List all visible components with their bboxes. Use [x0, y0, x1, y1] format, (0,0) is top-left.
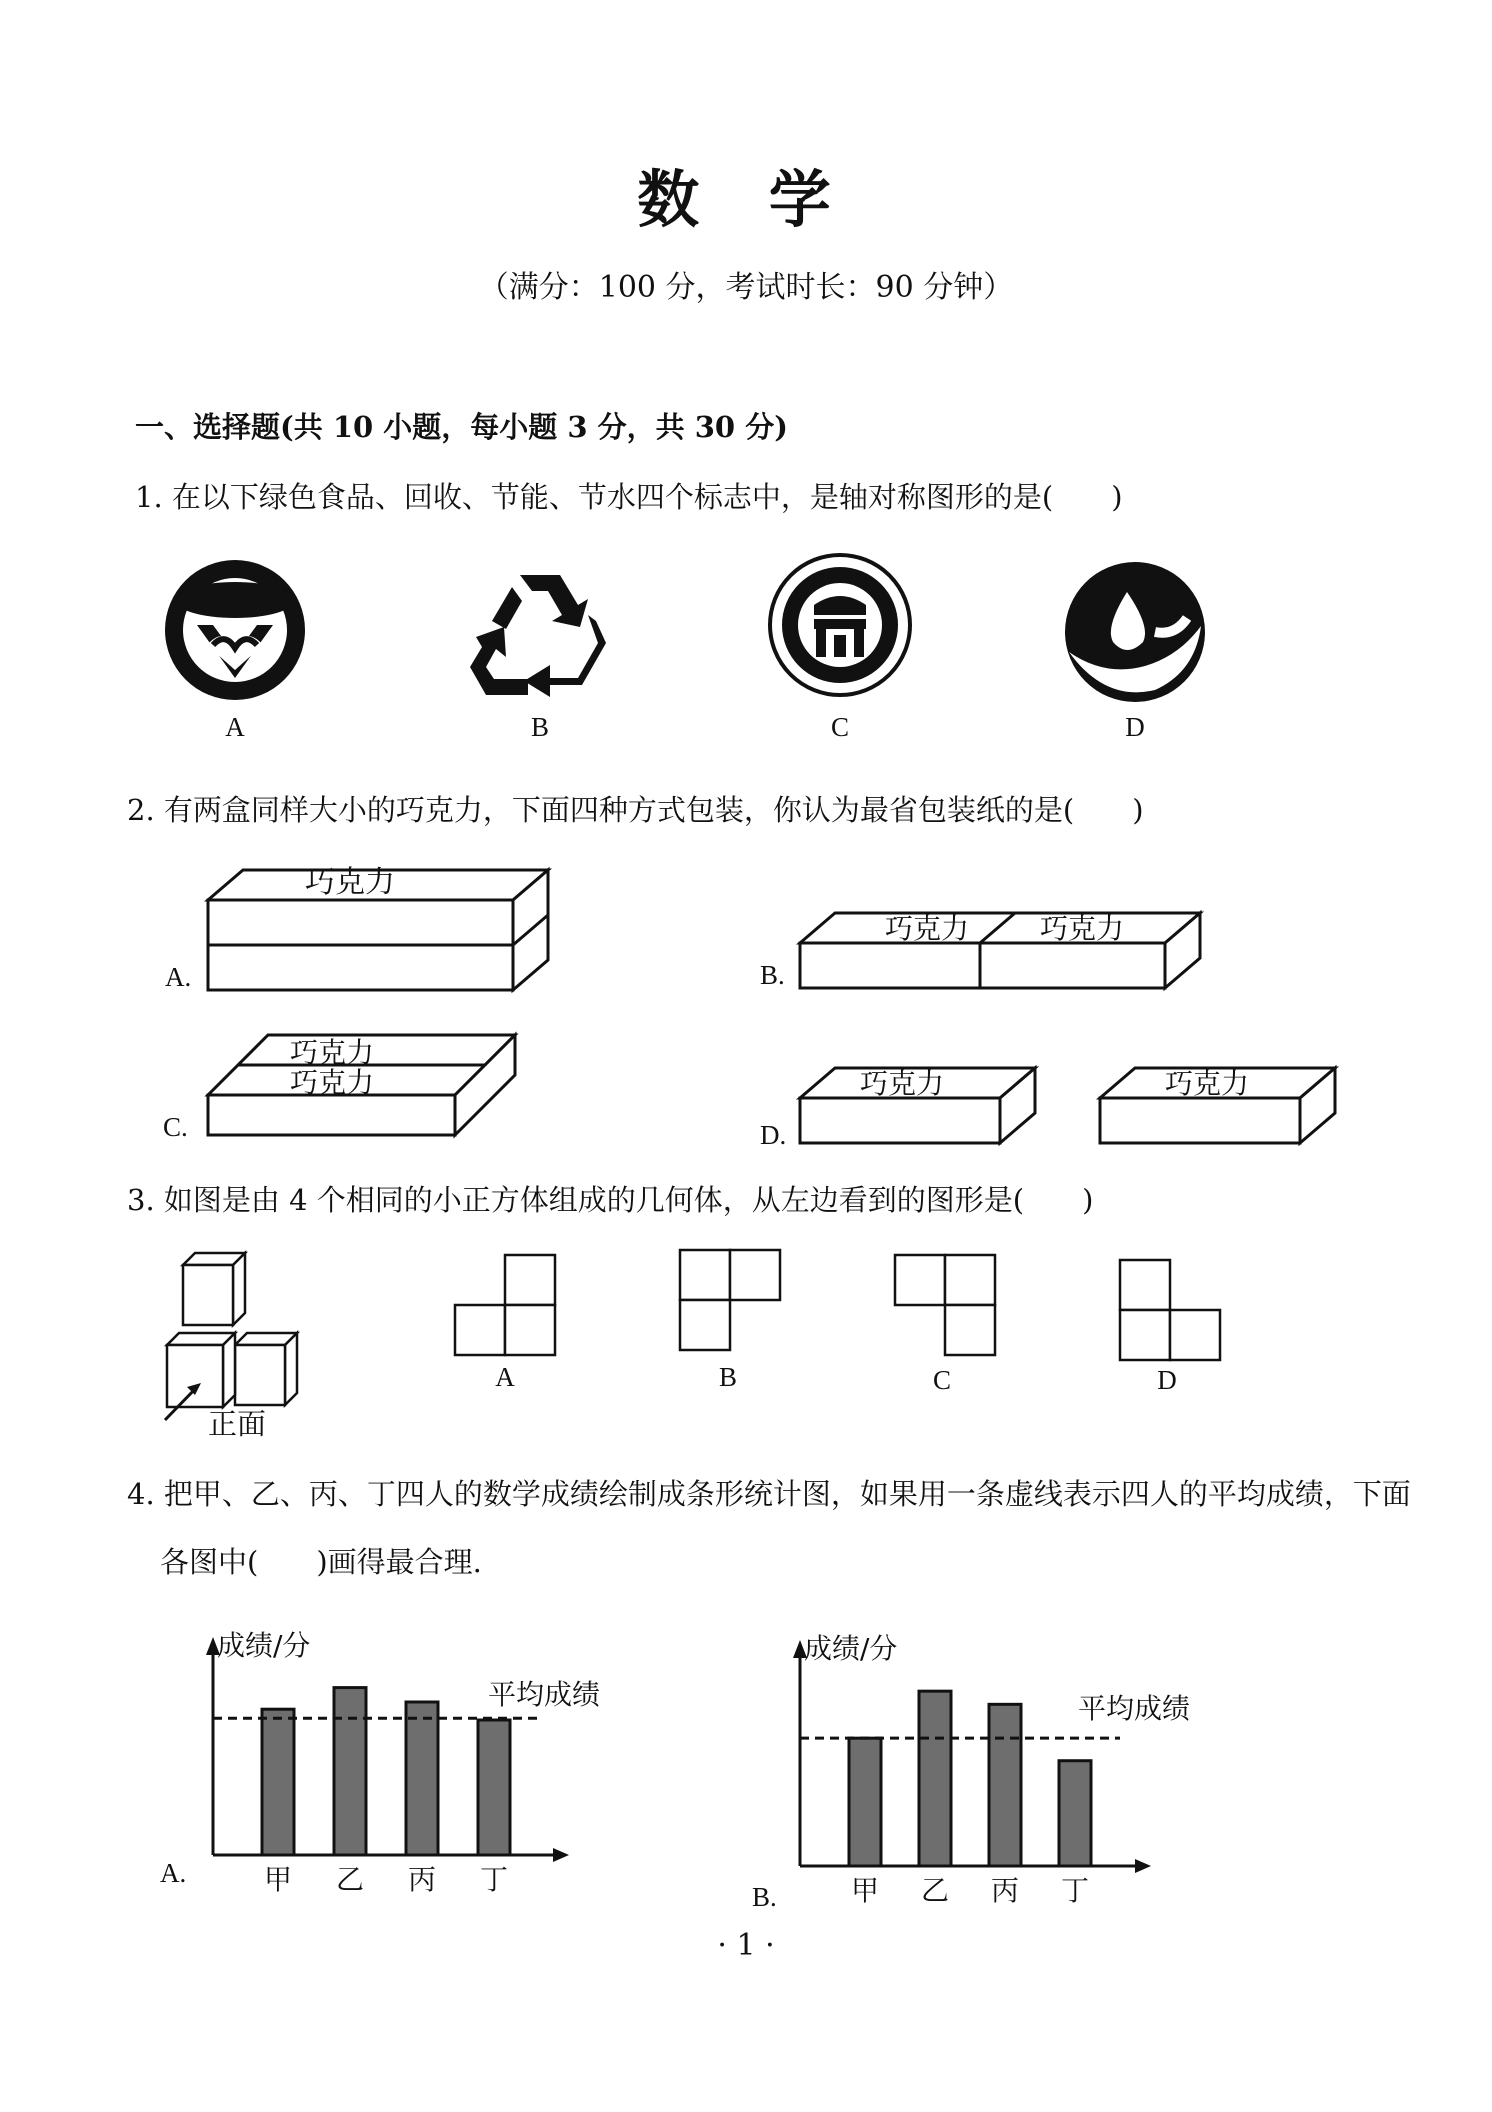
q2-c-box-label-2: 巧克力 [290, 1066, 375, 1099]
category-label-甲: 甲 [263, 1863, 293, 1896]
q3-cube-figure [155, 1245, 330, 1425]
energy-saving-logo-icon [770, 555, 910, 695]
category-label-丙: 丙 [407, 1863, 437, 1896]
question-2-text: 2. 有两盒同样大小的巧克力，下面四种方式包装，你认为最省包装纸的是( ) [127, 793, 1144, 827]
y-axis-label: 成绩/分 [217, 1629, 311, 1662]
q2-d-box-label-2: 巧克力 [1165, 1067, 1250, 1100]
category-label-丙: 丙 [990, 1874, 1020, 1907]
q1-option-c: C [830, 712, 849, 742]
x-axis-arrow [1135, 1859, 1151, 1873]
category-label-丁: 丁 [479, 1863, 509, 1896]
q3-option-d-shape [1115, 1255, 1230, 1365]
q3-front-label: 正面 [208, 1407, 267, 1441]
q3-option-a-shape [450, 1250, 565, 1360]
category-label-甲: 甲 [850, 1874, 880, 1907]
q3-option-d: D [1157, 1365, 1177, 1395]
bar-乙 [334, 1688, 366, 1855]
q2-b-box-label-2: 巧克力 [1040, 912, 1125, 945]
q2-option-a: A. [165, 962, 192, 992]
bar-乙 [919, 1691, 951, 1866]
question-4-text-line1: 4. 把甲、乙、丙、丁四人的数学成绩绘制成条形统计图，如果用一条虚线表示四人的平均成绩，下面 [127, 1477, 1411, 1511]
question-3-text: 3. 如图是由 4 个相同的小正方体组成的几何体，从左边看到的图形是( ) [127, 1183, 1094, 1217]
x-axis-arrow [553, 1848, 569, 1862]
q2-package-d [795, 1060, 1355, 1150]
bar-丙 [989, 1704, 1021, 1866]
q1-option-a: A [225, 712, 245, 742]
bar-甲 [262, 1709, 294, 1855]
q2-option-b: B. [760, 960, 785, 990]
q3-option-c-shape [890, 1250, 1005, 1360]
bar-丙 [406, 1702, 438, 1855]
q2-package-b [795, 905, 1235, 995]
exam-subtitle: （满分：100 分，考试时长：90 分钟） [478, 270, 1014, 305]
q4-chart-b [780, 1610, 1191, 1907]
category-label-乙: 乙 [335, 1863, 365, 1896]
q3-option-b: B [718, 1362, 737, 1392]
average-label: 平均成绩 [1078, 1692, 1191, 1726]
category-label-丁: 丁 [1060, 1874, 1090, 1907]
bar-丁 [478, 1720, 510, 1855]
category-label-乙: 乙 [920, 1874, 950, 1907]
recycle-logo-icon [470, 575, 606, 697]
q2-package-c [205, 1030, 525, 1140]
q2-b-box-label-1: 巧克力 [885, 912, 970, 945]
q2-c-box-label-1: 巧克力 [290, 1036, 375, 1069]
average-label: 平均成绩 [488, 1678, 601, 1712]
q2-package-a [205, 850, 545, 1000]
q4-option-a: A. [160, 1858, 187, 1888]
q2-a-box-label: 巧克力 [305, 865, 395, 900]
q2-option-d: D. [760, 1120, 787, 1150]
water-saving-logo-icon [1065, 562, 1205, 702]
bar-甲 [849, 1738, 881, 1866]
q3-option-b-shape [675, 1245, 790, 1355]
y-axis-label: 成绩/分 [804, 1632, 898, 1665]
section-heading: 一、选择题(共 10 小题，每小题 3 分，共 30 分) [135, 410, 788, 444]
q1-logos [150, 540, 1250, 740]
q1-option-d: D [1125, 712, 1145, 742]
bar-丁 [1059, 1761, 1091, 1866]
q4-option-b: B. [752, 1882, 777, 1912]
page-number: · 1 · [717, 1928, 775, 1963]
q2-d-box-label-1: 巧克力 [860, 1067, 945, 1100]
q4-chart-a [195, 1615, 601, 1896]
green-food-logo-icon [165, 560, 305, 700]
question-1-text: 1. 在以下绿色食品、回收、节能、节水四个标志中，是轴对称图形的是( ) [135, 480, 1123, 514]
q2-option-c: C. [163, 1112, 188, 1142]
exam-title: 数 学 [637, 163, 855, 236]
q3-option-a: A [495, 1362, 515, 1392]
q1-option-b: B [530, 712, 549, 742]
question-4-text-line2: 各图中( )画得最合理. [160, 1545, 482, 1579]
q3-option-c: C [932, 1365, 951, 1395]
